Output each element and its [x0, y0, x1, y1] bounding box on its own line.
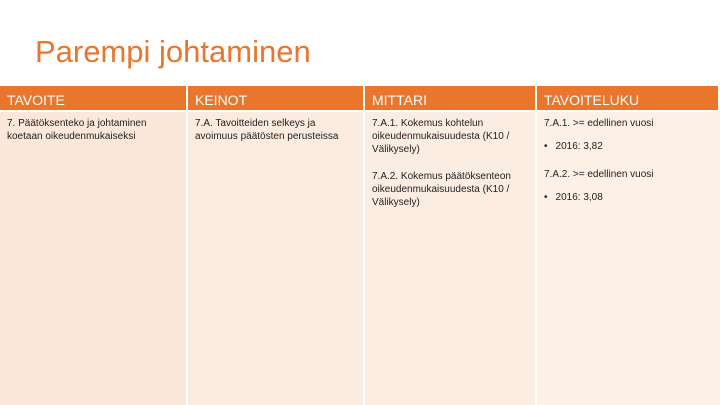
- bullet-icon: •: [544, 141, 548, 152]
- tavoiteluku-1-value: 2016: 3,82: [555, 141, 603, 152]
- header-tavoiteluku: TAVOITELUKU: [537, 86, 720, 110]
- tavoiteluku-1-bullet: [544, 140, 714, 153]
- cell-tavoite: [0, 110, 188, 405]
- page-title: Parempi johtaminen: [35, 34, 311, 69]
- tavoiteluku-2: 7.A.2. >= edellinen vuosi: [544, 169, 654, 180]
- cell-tavoiteluku: [537, 110, 720, 405]
- mittari-1-line-3: Välikysely): [372, 144, 420, 155]
- keinot-line-1: 7.A. Tavoitteiden selkeys ja: [195, 118, 316, 129]
- keinot-line-2: avoimuus päätösten perusteissa: [195, 131, 339, 142]
- cell-mittari: [365, 110, 537, 405]
- mittari-1-line-1: 7.A.1. Kokemus kohtelun: [372, 118, 484, 129]
- goals-table: [0, 86, 720, 405]
- tavoite-line-1: 7. Päätöksenteko ja johtaminen: [7, 118, 147, 129]
- mittari-1-line-2: oikeudenmukaisuudesta (K10 /: [372, 131, 510, 142]
- tavoiteluku-2-bullet: [544, 191, 714, 204]
- mittari-2-line-1: 7.A.2. Kokemus päätöksenteon: [372, 171, 511, 182]
- tavoiteluku-2-value: 2016: 3,08: [555, 192, 603, 203]
- header-keinot: KEINOT: [188, 86, 365, 110]
- cell-keinot: [188, 110, 365, 405]
- tavoiteluku-1: 7.A.1. >= edellinen vuosi: [544, 118, 654, 129]
- bullet-icon: •: [544, 192, 548, 203]
- mittari-2-line-3: Välikysely): [372, 197, 420, 208]
- header-tavoite: TAVOITE: [0, 86, 188, 110]
- tavoite-line-2: koetaan oikeudenmukaiseksi: [7, 131, 136, 142]
- mittari-2-line-2: oikeudenmukaisuudesta (K10 /: [372, 184, 510, 195]
- header-mittari: MITTARI: [365, 86, 537, 110]
